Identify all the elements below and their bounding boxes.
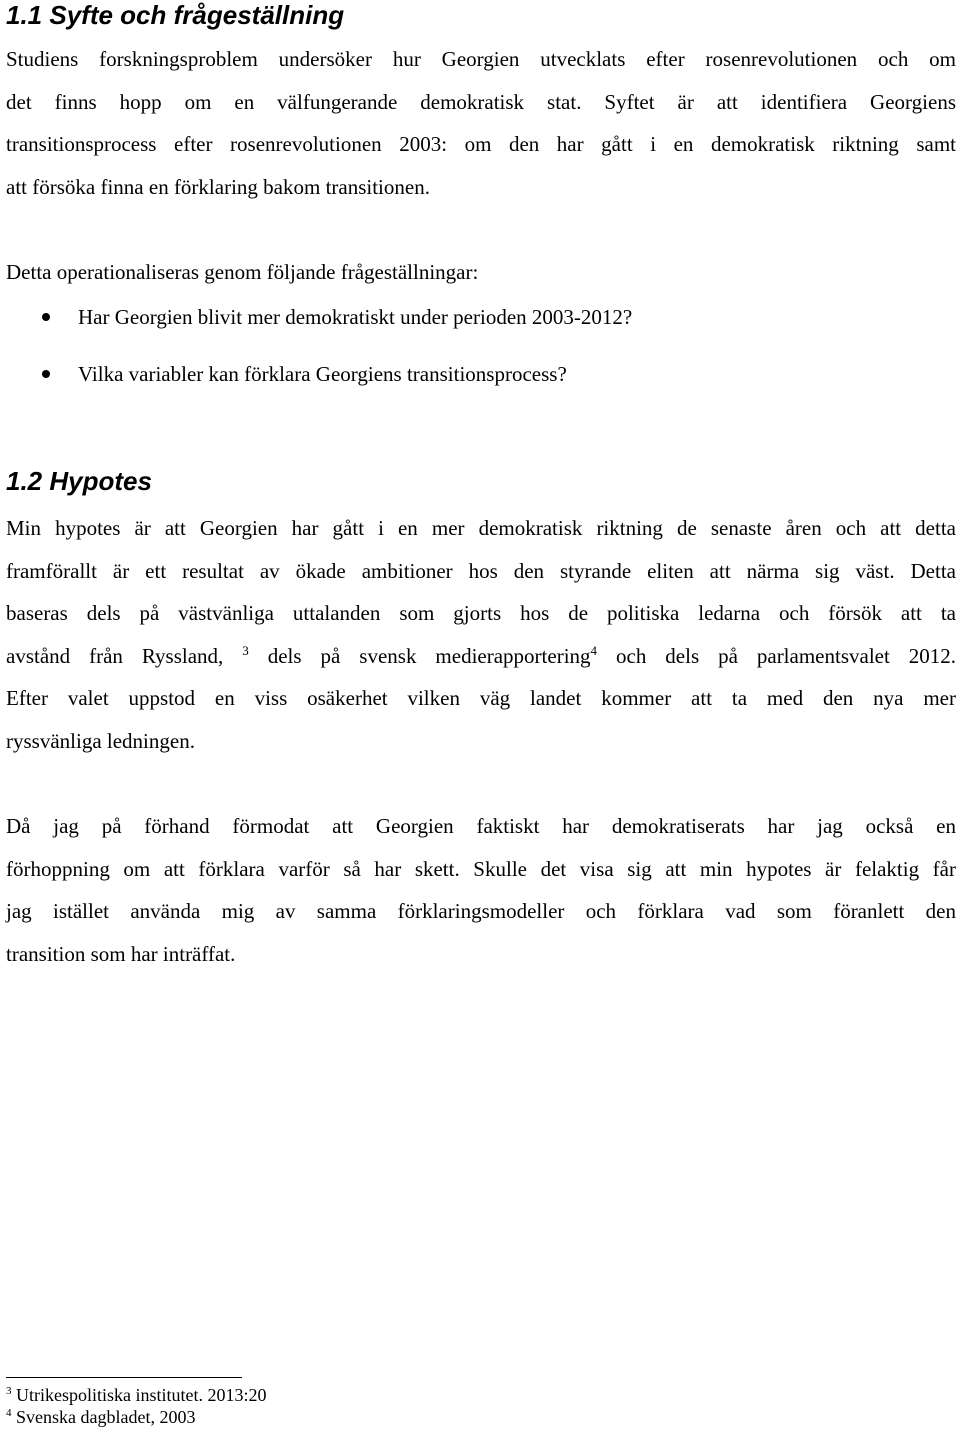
footnote-text: Svenska dagbladet, 2003 (16, 1407, 196, 1427)
text-fragment: och dels på parlamentsvalet 2012. (616, 643, 957, 668)
text-line: jag istället använda mig av samma förklaringsmodeller och förklara vad som föranlett den (6, 899, 956, 923)
text-line: framförallt är ett resultat av ökade ambitioner hos den styrande eliten att närma sig väst. Detta (6, 558, 956, 583)
footnote-3 (6, 1384, 267, 1406)
text-fragment: avstånd från Ryssland, (6, 643, 224, 668)
text-line: Min hypotes är att Georgien har gått i en mer demokratisk riktning de senaste åren och att detta (6, 516, 956, 540)
section-heading-hypotes: 1.2 Hypotes (6, 466, 152, 496)
text-line: Efter valet uppstod en viss osäkerhet vilken väg landet kommer att ta med den nya mer (6, 686, 956, 710)
section-heading-syfte: 1.1 Syfte och frågeställning (6, 0, 345, 30)
text-line: att försöka finna en förklaring bakom transitionen. (6, 174, 430, 199)
footnote-text: Utrikespolitiska institutet. 2013:20 (16, 1385, 267, 1405)
footnote-4 (6, 1406, 195, 1428)
text-line: Då jag på förhand förmodat att Georgien faktiskt har demokratiserats har jag också en (6, 814, 956, 838)
text-fragment: dels på svensk medierapportering (267, 643, 591, 668)
paragraph-operationalisering: Detta operationaliseras genom följande frågeställningar: (6, 260, 479, 284)
footnote-ref-4: 4 (590, 642, 598, 658)
text-line: Studiens forskningsproblem undersöker hur Georgien utvecklats efter rosenrevolutionen och om (6, 47, 956, 71)
paragraph-syfte (6, 38, 956, 208)
list-item-question-1: Har Georgien blivit mer demokratiskt under perioden 2003-2012? (78, 305, 633, 329)
footnote-number: 4 (6, 1407, 12, 1419)
text-line: förhoppning om att förklara varför så har skett. Skulle det visa sig att min hypotes är felaktig får (6, 856, 956, 881)
footnote-divider (6, 1377, 242, 1378)
text-line: baseras dels på västvänliga uttalanden som gjorts hos de politiska ledarna och försök att ta (6, 601, 956, 625)
bullet-icon (42, 370, 50, 378)
footnote-ref-3: 3 (242, 642, 249, 658)
text-line: ryssvänliga ledningen. (6, 728, 195, 753)
text-line: transition som har inträffat. (6, 941, 236, 966)
list-item-question-2: Vilka variabler kan förklara Georgiens transitionsprocess? (78, 362, 567, 386)
text-line (6, 635, 956, 678)
paragraph-forhoppning (6, 805, 956, 975)
text-line: det finns hopp om en välfungerande demokratisk stat. Syftet är att identifiera Georgiens (6, 89, 956, 114)
text-line: transitionsprocess efter rosenrevolutionen 2003: om den har gått i en demokratisk riktning samt (6, 132, 956, 156)
footnote-number: 3 (6, 1385, 12, 1397)
paragraph-hypotes (6, 507, 956, 762)
bullet-icon (42, 313, 50, 321)
